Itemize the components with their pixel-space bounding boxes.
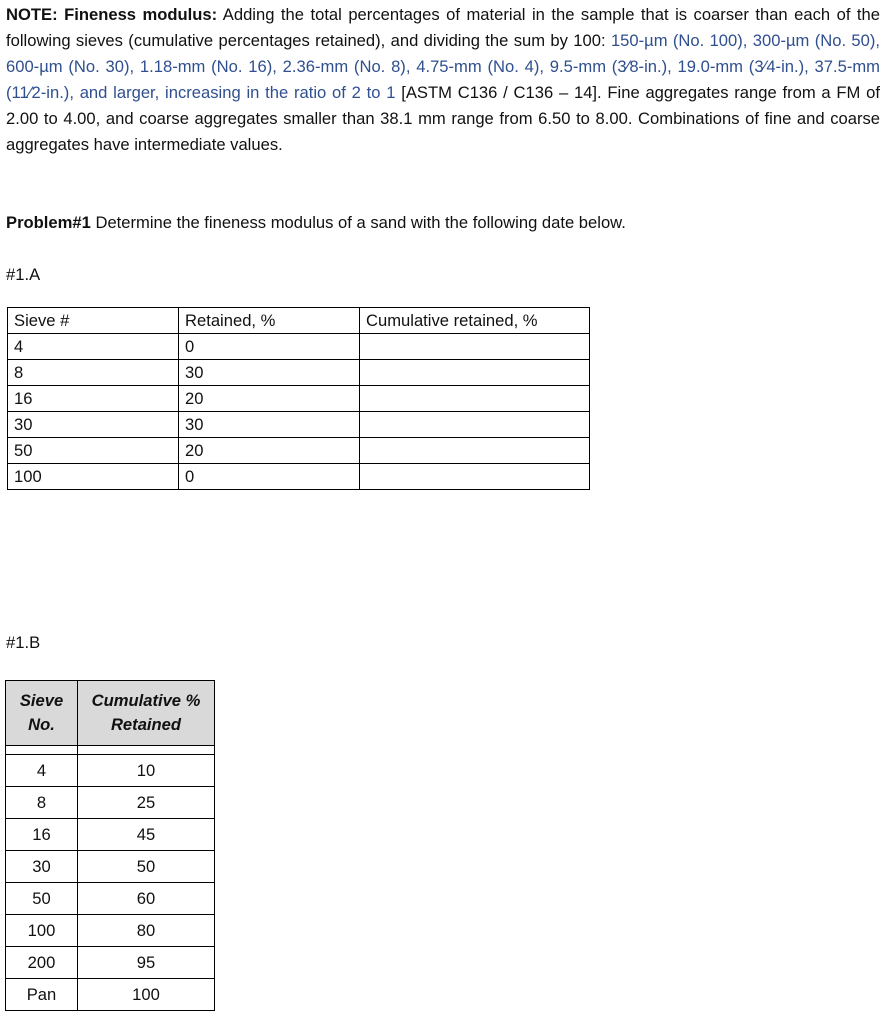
part-a-table (7, 307, 590, 490)
header-sieve-line2: No. (28, 715, 55, 734)
cell-sieve: 30 (8, 412, 179, 438)
table-row (8, 386, 590, 412)
note-paragraph (6, 2, 880, 158)
cell-retained: 30 (179, 360, 360, 386)
table-row (6, 883, 215, 915)
part-a-label: #1.A (6, 265, 41, 284)
problem-statement (6, 210, 626, 236)
table-row (6, 915, 215, 947)
header-sieve: Sieve # (8, 308, 179, 334)
table-row (8, 412, 590, 438)
cell-cumulative: 45 (78, 819, 215, 851)
cell-retained: 0 (179, 464, 360, 490)
cell-retained: 30 (179, 412, 360, 438)
cell-sieve: 100 (6, 915, 78, 947)
cell-sieve: 50 (8, 438, 179, 464)
header-sieve-line1: Sieve (19, 691, 64, 710)
header-cum-line1: Cumulative % (91, 691, 201, 710)
header-cumulative-retained (78, 681, 215, 746)
cell-retained: 20 (179, 438, 360, 464)
header-sieve-no (6, 681, 78, 746)
note-sieve-list: 150-µm (No. 100), 300-µm (No. 50), 600-µm (No. 30), 1.18-mm (No. 16), 2.36-mm (No. 8), 4.75-mm (No. 4), 9.5-mm (3⁄8-in.), 19.0-mm (3⁄4-in.), 37.5-mm (11⁄2-in.), and larger, increasing in the ratio of 2 to 1 (6, 31, 880, 102)
cell-cumulative: 95 (78, 947, 215, 979)
cell-sieve: 4 (8, 334, 179, 360)
table-row (8, 464, 590, 490)
cell-cumulative: 100 (78, 979, 215, 1011)
cell-cumulative (360, 334, 590, 360)
cell-cumulative (360, 386, 590, 412)
spacer-row (6, 746, 215, 755)
note-heading: NOTE: Fineness modulus: (6, 5, 218, 24)
cell-cumulative (360, 438, 590, 464)
cell-sieve: 16 (6, 819, 78, 851)
cell-sieve: 8 (8, 360, 179, 386)
cell-cumulative (360, 360, 590, 386)
part-b-label: #1.B (6, 633, 41, 652)
note-text-2: [ASTM C136 / C136 – 14]. Fine aggregates range from a FM of 2.00 to 4.00, and coarse aggregates smaller than 38.1 mm range from 6.50 to 8.00. Combinations of fine and coarse aggregates have intermediate values. (6, 83, 880, 154)
cell-sieve: 200 (6, 947, 78, 979)
part-b-table (5, 680, 215, 1011)
problem-text: Determine the fineness modulus of a sand with the following date below. (90, 213, 626, 232)
cell-cumulative: 80 (78, 915, 215, 947)
cell-sieve: 30 (6, 851, 78, 883)
table-row (6, 851, 215, 883)
table-row (6, 947, 215, 979)
cell-retained: 0 (179, 334, 360, 360)
table-row (8, 334, 590, 360)
header-cumulative: Cumulative retained, % (360, 308, 590, 334)
cell-retained: 20 (179, 386, 360, 412)
table-row (6, 819, 215, 851)
cell-sieve: 8 (6, 787, 78, 819)
table-row (8, 360, 590, 386)
table-row (6, 787, 215, 819)
problem-label: Problem#1 (6, 213, 91, 232)
header-retained: Retained, % (179, 308, 360, 334)
table-row (6, 755, 215, 787)
note-text-1: Adding the total percentages of material in the sample that is coarser than each of the following sieves (cumulative percentages retained), and dividing the sum by 100: (6, 5, 880, 50)
cell-cumulative (360, 412, 590, 438)
cell-sieve: Pan (6, 979, 78, 1011)
cell-sieve: 4 (6, 755, 78, 787)
cell-cumulative: 10 (78, 755, 215, 787)
cell-cumulative (360, 464, 590, 490)
header-cum-line2: Retained (110, 715, 182, 734)
cell-cumulative: 60 (78, 883, 215, 915)
cell-sieve: 16 (8, 386, 179, 412)
table-row (6, 979, 215, 1011)
table-row (8, 438, 590, 464)
cell-cumulative: 50 (78, 851, 215, 883)
table-header-row (6, 681, 215, 746)
cell-cumulative: 25 (78, 787, 215, 819)
cell-sieve: 50 (6, 883, 78, 915)
cell-sieve: 100 (8, 464, 179, 490)
table-header-row (8, 308, 590, 334)
